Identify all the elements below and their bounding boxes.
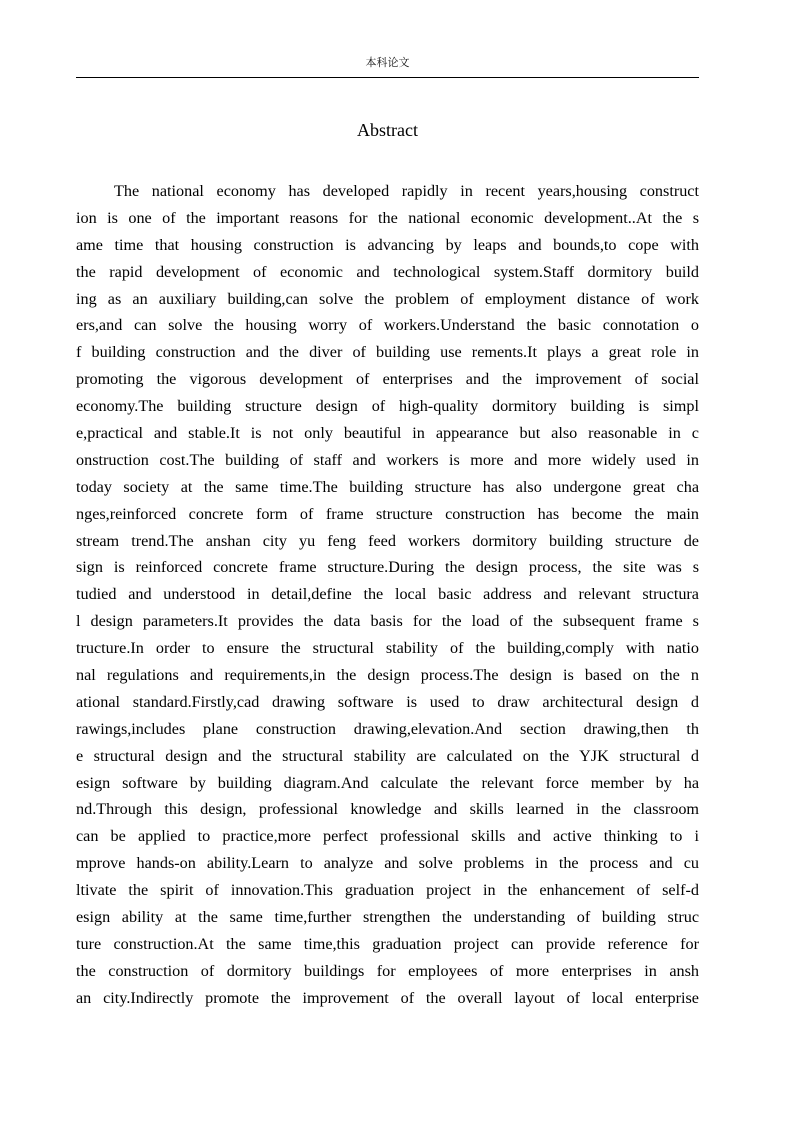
body-line: the rapid development of economic and technological system.Staff dormitory build	[76, 262, 699, 281]
body-line: ame time that housing construction is advancing by leaps and bounds,to cope with	[76, 235, 699, 254]
body-line: f building construction and the diver of building use rements.It plays a great role in	[76, 343, 699, 362]
body-line: economy.The building structure design of high-quality dormitory building is simpl	[76, 397, 699, 416]
header-rule	[76, 77, 699, 78]
body-line: ltivate the spirit of innovation.This graduation project in the enhancement of self-d	[76, 881, 699, 900]
body-line: The national economy has developed rapidly in recent years,housing construct	[114, 182, 699, 200]
body-line: e structural design and the structural stability are calculated on the YJK structural d	[76, 746, 699, 765]
body-line: tructure.In order to ensure the structural stability of the building,comply with natio	[76, 639, 699, 658]
body-line: can be applied to practice,more perfect professional skills and active thinking to i	[76, 827, 699, 846]
body-line: the construction of dormitory buildings for employees of more enterprises in ansh	[76, 961, 699, 980]
body-line: stream trend.The anshan city yu feng feed workers dormitory building structure de	[76, 531, 699, 550]
body-line: nges,reinforced concrete form of frame structure construction has become the main	[76, 504, 699, 523]
body-line: ion is one of the important reasons for the national economic development..At the s	[76, 208, 699, 227]
body-line: nal regulations and requirements,in the design process.The design is based on the n	[76, 666, 699, 685]
page-title: Abstract	[357, 120, 418, 140]
body-line: ational standard.Firstly,cad drawing software is used to draw architectural design d	[76, 692, 699, 711]
body-line: onstruction cost.The building of staff and workers is more and more widely used in	[76, 450, 699, 469]
body-line: an city.Indirectly promote the improvement of the overall layout of local enterprise	[76, 988, 699, 1007]
abstract-body	[76, 178, 699, 1012]
body-line: tudied and understood in detail,define the local basic address and relevant structura	[76, 585, 699, 604]
body-line: esign software by building diagram.And calculate the relevant force member by ha	[76, 773, 699, 792]
body-line: nd.Through this design, professional knowledge and skills learned in the classroom	[76, 800, 699, 819]
body-line: e,practical and stable.It is not only beautiful in appearance but also reasonable in c	[76, 424, 699, 443]
body-line: ing as an auxiliary building,can solve the problem of employment distance of work	[76, 289, 699, 308]
body-line: rawings,includes plane construction drawing,elevation.And section drawing,then th	[76, 719, 699, 738]
body-line: l design parameters.It provides the data basis for the load of the subsequent frame s	[76, 612, 699, 631]
running-header: 本科论文	[365, 56, 410, 69]
body-line: today society at the same time.The building structure has also undergone great cha	[76, 477, 699, 496]
body-line: ers,and can solve the housing worry of workers.Understand the basic connotation o	[76, 316, 699, 335]
body-line: sign is reinforced concrete frame structure.During the design process, the site was s	[76, 558, 699, 577]
body-line: promoting the vigorous development of enterprises and the improvement of social	[76, 370, 699, 389]
body-line: esign ability at the same time,further strengthen the understanding of building struc	[76, 908, 699, 927]
body-line: ture construction.At the same time,this graduation project can provide reference for	[76, 934, 699, 953]
body-line: mprove hands-on ability.Learn to analyze and solve problems in the process and cu	[76, 854, 699, 873]
